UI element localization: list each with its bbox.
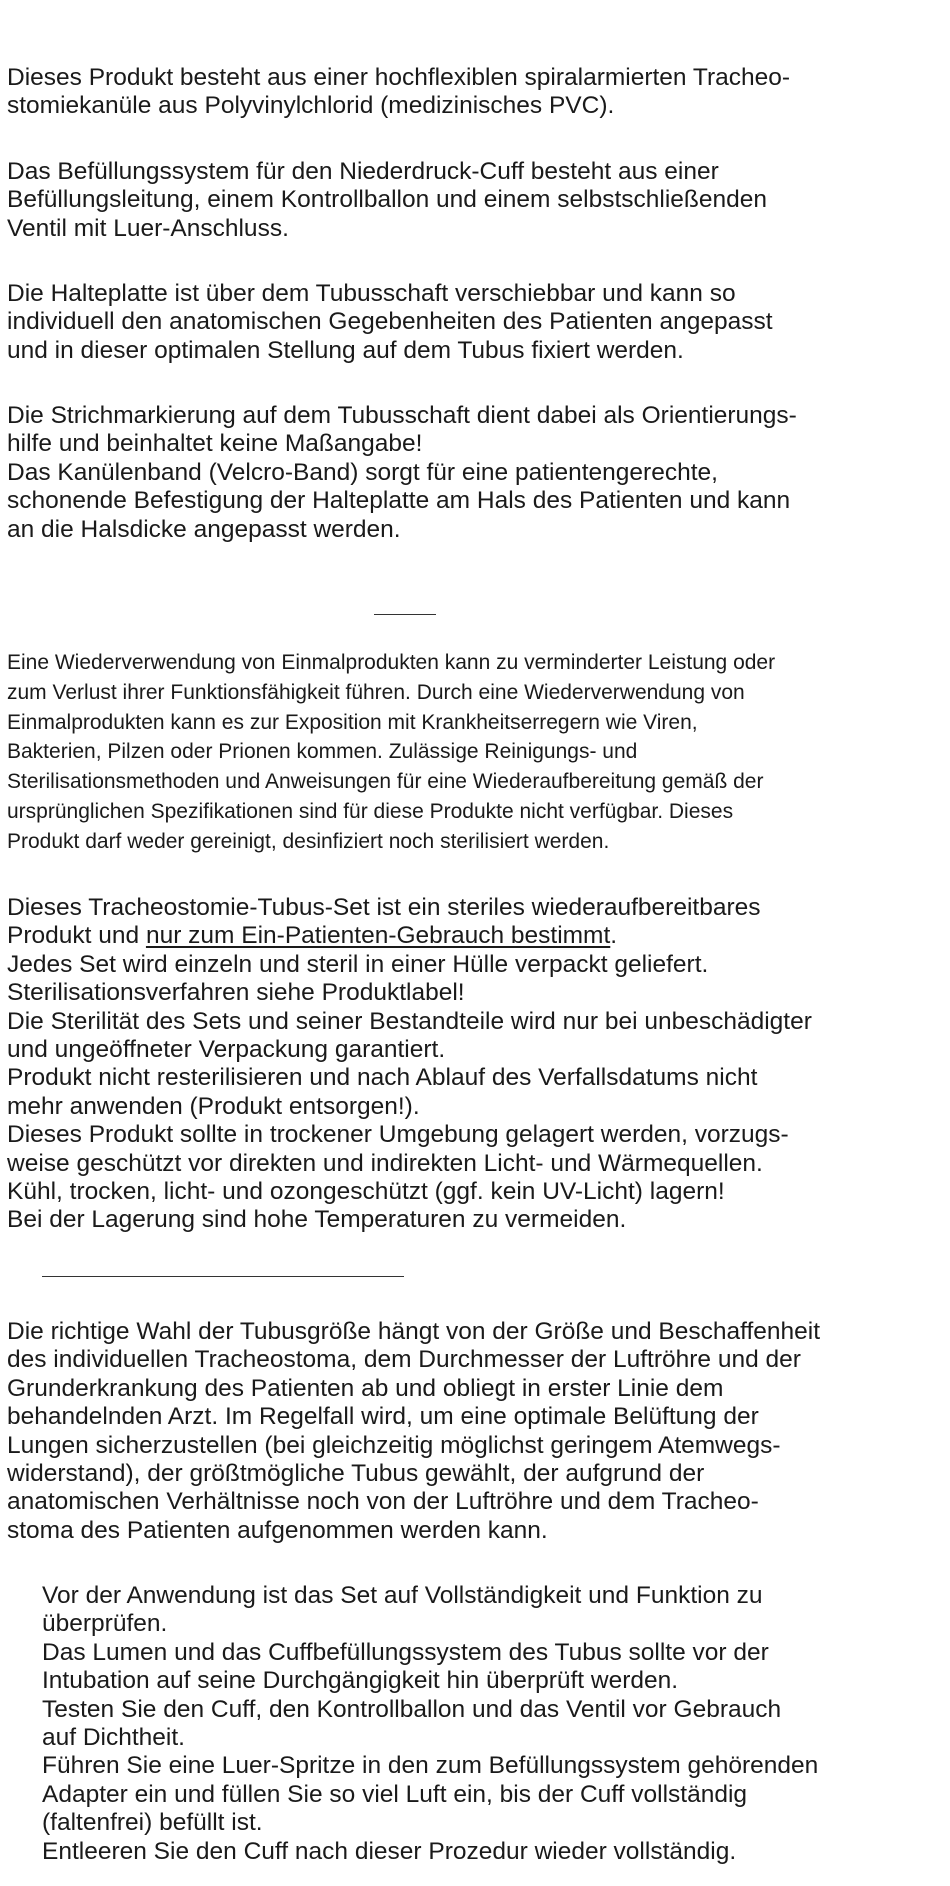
paragraph-inflation-system <box>7 158 942 243</box>
text-line: und in dieser optimalen Stellung auf dem Tubus fixiert werden. <box>7 336 684 364</box>
text-line: hilfe und beinhaltet keine Maßangabe! <box>7 430 423 458</box>
text-line: Kühl, trocken, licht- und ozongeschützt (ggf. kein UV-Licht) lagern! <box>7 1178 725 1206</box>
text-line: Entleeren Sie den Cuff nach dieser Prozedur wieder vollständig. <box>42 1837 737 1865</box>
text-line: weise geschützt vor direkten und indirekten Licht- und Wärmequellen. <box>7 1149 763 1177</box>
text-line: Dieses Produkt sollte in trockener Umgebung gelagert werden, vorzugs- <box>7 1121 789 1149</box>
text-line: Führen Sie eine Luer-Spritze in den zum Befüllungssystem gehörenden <box>42 1752 819 1780</box>
text-line: Die Sterilität des Sets und seiner Bestandteile wird nur bei unbeschädigter <box>7 1007 812 1035</box>
paragraph-pre-use-checks <box>42 1582 942 1866</box>
text-line: an die Halsdicke angepasst werden. <box>7 515 401 543</box>
text-line: Die richtige Wahl der Tubusgröße hängt von der Größe und Beschaffenheit <box>7 1318 821 1345</box>
text-line: Befüllungsleitung, einem Kontrollballon und einem selbstschließenden <box>7 186 767 214</box>
text-line: Dieses Produkt besteht aus einer hochflexiblen spiralarmierten Tracheo- <box>7 64 791 91</box>
text-line: schonende Befestigung der Halteplatte am Hals des Patienten und kann <box>7 487 791 515</box>
section-divider-short <box>374 614 436 615</box>
text-line: Sterilisationsmethoden und Anweisungen für eine Wiederaufbereitung gemäß der <box>7 770 764 794</box>
section-divider-long <box>42 1276 404 1277</box>
text-line: Bakterien, Pilzen oder Prionen kommen. Zulässige Reinigungs- und <box>7 740 638 764</box>
text-line: Produkt darf weder gereinigt, desinfiziert noch sterilisiert werden. <box>7 829 610 853</box>
text-line: Bei der Lagerung sind hohe Temperaturen zu vermeiden. <box>7 1206 627 1234</box>
text-line: individuell den anatomischen Gegebenheiten des Patienten angepasst <box>7 308 773 336</box>
text-line: anatomischen Verhältnisse noch von der Luftröhre und dem Tracheo- <box>7 1488 759 1516</box>
text-line: mehr anwenden (Produkt entsorgen!). <box>7 1092 420 1120</box>
paragraph-sterility-and-storage <box>7 894 942 1235</box>
text-line: auf Dichtheit. <box>42 1724 185 1752</box>
text-line: Das Lumen und das Cuffbefüllungssystem des Tubus sollte vor der <box>42 1638 769 1666</box>
text-line: Testen Sie den Cuff, den Kontrollballon und das Ventil vor Gebrauch <box>42 1695 782 1723</box>
single-patient-use-emphasis: nur zum Ein-Patienten-Gebrauch bestimmt <box>145 922 611 950</box>
text-line: Grunderkrankung des Patienten ab und obliegt in erster Linie dem <box>7 1374 724 1402</box>
text-line: stoma des Patienten aufgenommen werden kann. <box>7 1516 548 1544</box>
text-line: widerstand), der größtmögliche Tubus gewählt, der aufgrund der <box>7 1460 705 1488</box>
text-segment: Produkt und <box>7 922 146 950</box>
text-line: Die Strichmarkierung auf dem Tubusschaft dient dabei als Orientierungs- <box>7 402 797 429</box>
text-line: Einmalprodukten kann es zur Exposition mit Krankheitserregern wie Viren, <box>7 710 698 734</box>
text-line-with-underline <box>7 922 942 950</box>
text-line: Jedes Set wird einzeln und steril in einer Hülle verpackt geliefert. <box>7 950 709 978</box>
text-line: und ungeöffneter Verpackung garantiert. <box>7 1036 446 1064</box>
text-line: Vor der Anwendung ist das Set auf Vollständigkeit und Funktion zu <box>42 1582 763 1609</box>
text-line: Produkt nicht resterilisieren und nach Ablauf des Verfallsdatums nicht <box>7 1064 758 1092</box>
text-line: Das Kanülenband (Velcro-Band) sorgt für eine patientengerechte, <box>7 458 718 486</box>
text-line: zum Verlust ihrer Funktionsfähigkeit führen. Durch eine Wiederverwendung von <box>7 680 745 704</box>
text-segment: . <box>610 922 618 950</box>
text-line: des individuellen Tracheostoma, dem Durchmesser der Luftröhre und der <box>7 1346 801 1374</box>
text-line: Eine Wiederverwendung von Einmalprodukten kann zu verminderter Leistung oder <box>7 651 776 674</box>
paragraph-reuse-warning <box>7 648 942 857</box>
text-line: ursprünglichen Spezifikationen sind für diese Produkte nicht verfügbar. Dieses <box>7 799 734 823</box>
text-line: Lungen sicherzustellen (bei gleichzeitig möglichst geringem Atemwegs- <box>7 1431 781 1459</box>
text-line: Dieses Tracheostomie-Tubus-Set ist ein steriles wiederaufbereitbares <box>7 894 761 921</box>
text-line: Die Halteplatte ist über dem Tubusschaft verschiebbar und kann so <box>7 280 736 307</box>
text-line: behandelnden Arzt. Im Regelfall wird, um eine optimale Belüftung der <box>7 1403 759 1431</box>
text-line: Sterilisationsverfahren siehe Produktlabel! <box>7 979 465 1007</box>
text-line: Das Befüllungssystem für den Niederdruck-Cuff besteht aus einer <box>7 158 719 185</box>
paragraph-holding-plate <box>7 280 942 365</box>
text-line: überprüfen. <box>42 1610 168 1638</box>
paragraph-product-description <box>7 64 942 121</box>
text-line: Adapter ein und füllen Sie so viel Luft ein, bis der Cuff vollständig <box>42 1780 748 1808</box>
text-line: (faltenfrei) befüllt ist. <box>42 1809 263 1837</box>
text-line: Intubation auf seine Durchgängigkeit hin überprüft werden. <box>42 1667 679 1695</box>
text-line: Ventil mit Luer-Anschluss. <box>7 214 289 242</box>
paragraph-line-marking-and-band <box>7 402 942 544</box>
text-line: stomiekanüle aus Polyvinylchlorid (medizinisches PVC). <box>7 92 615 120</box>
paragraph-tube-size-selection <box>7 1318 942 1545</box>
